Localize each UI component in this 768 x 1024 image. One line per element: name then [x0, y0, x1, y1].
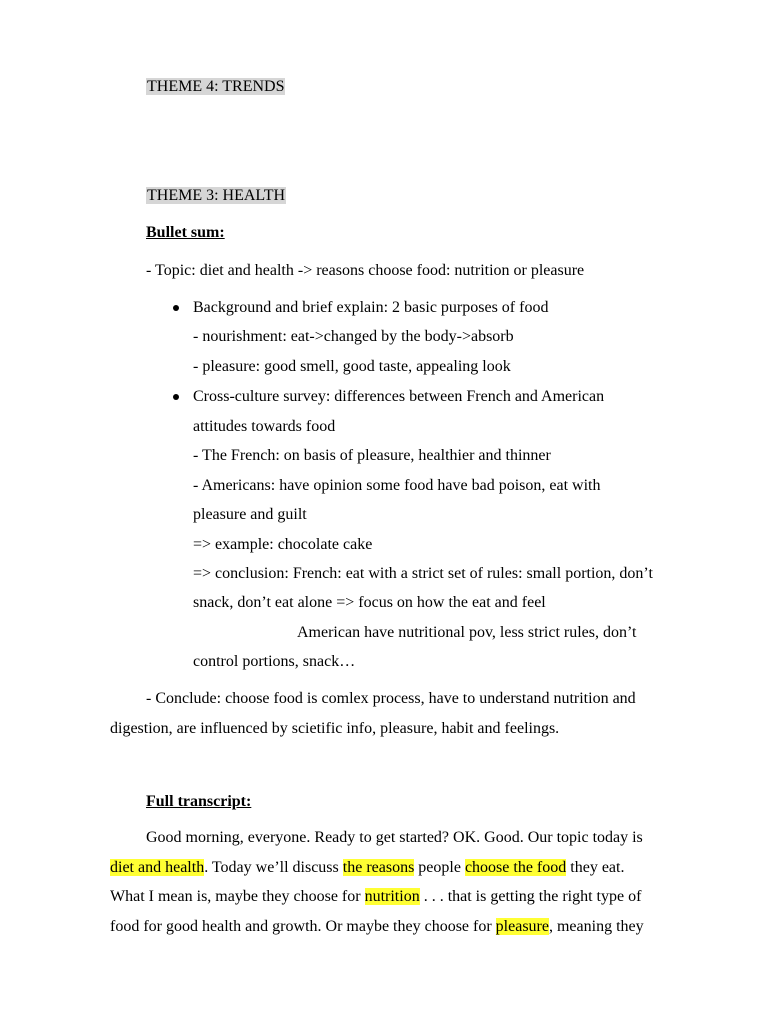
bullet-2-line-2: - Americans: have opinion some food have bad poison, eat with — [193, 477, 601, 494]
bullet-1-line-1: - nourishment: eat->changed by the body->absorb — [193, 328, 514, 345]
bullet-2-title-1: Cross-culture survey: differences between French and American — [193, 388, 605, 405]
theme4-text: THEME 4: TRENDS — [147, 78, 285, 95]
theme4-heading — [146, 77, 285, 97]
bullet-1-line-2: - pleasure: good smell, good taste, appealing look — [193, 358, 511, 375]
bullet-2-line-3: pleasure and guilt — [193, 506, 307, 523]
conclude-line-1: - Conclude: choose food is comlex process, have to understand nutrition and — [146, 690, 636, 707]
bullet-2-line-1: - The French: on basis of pleasure, healthier and thinner — [193, 447, 551, 464]
transcript-text: food for good health and growth. Or maybe they choose for — [110, 918, 496, 935]
transcript-text: , meaning they — [548, 918, 644, 935]
bullet-1-title: Background and brief explain: 2 basic purposes of food — [193, 299, 549, 316]
highlight-the-reasons: the reasons — [342, 859, 415, 876]
highlight-pleasure: pleasure — [495, 918, 549, 935]
highlight-diet-and-health: diet and health — [110, 859, 205, 876]
bullet-2-line-5: => conclusion: French: eat with a strict set of rules: small portion, don’t — [193, 565, 653, 582]
bullet-2-line-6: snack, don’t eat alone => focus on how the eat and feel — [193, 594, 546, 611]
full-transcript-heading: Full transcript: — [146, 793, 252, 810]
transcript-text: they eat. — [566, 859, 625, 876]
transcript-text: What I mean is, maybe they choose for — [110, 888, 365, 905]
transcript-line-4 — [110, 917, 644, 937]
theme3-text: THEME 3: HEALTH — [147, 187, 286, 204]
topic-line: - Topic: diet and health -> reasons choose food: nutrition or pleasure — [146, 262, 585, 279]
transcript-text: . Today we’ll discuss — [204, 859, 343, 876]
bullet-2-title-2: attitudes towards food — [193, 418, 336, 435]
transcript-line-3 — [110, 887, 641, 907]
bullet-dot-1 — [173, 305, 179, 311]
bullet-dot-2 — [173, 394, 179, 400]
transcript-text: . . . that is getting the right type of — [419, 888, 642, 905]
transcript-line-2 — [110, 858, 624, 878]
transcript-text: people — [414, 859, 465, 876]
highlight-choose-the-food: choose the food — [464, 859, 567, 876]
theme3-heading — [146, 186, 286, 206]
bullet-2-line-8: control portions, snack… — [193, 653, 356, 670]
bullet-sum-heading: Bullet sum: — [146, 224, 225, 241]
transcript-line-1: Good morning, everyone. Ready to get started? OK. Good. Our topic today is — [146, 829, 643, 846]
conclude-line-2: digestion, are influenced by scietific info, pleasure, habit and feelings. — [110, 720, 560, 737]
highlight-nutrition: nutrition — [364, 888, 420, 905]
bullet-2-line-4: => example: chocolate cake — [193, 536, 373, 553]
bullet-2-line-7: American have nutritional pov, less strict rules, don’t — [297, 624, 637, 641]
